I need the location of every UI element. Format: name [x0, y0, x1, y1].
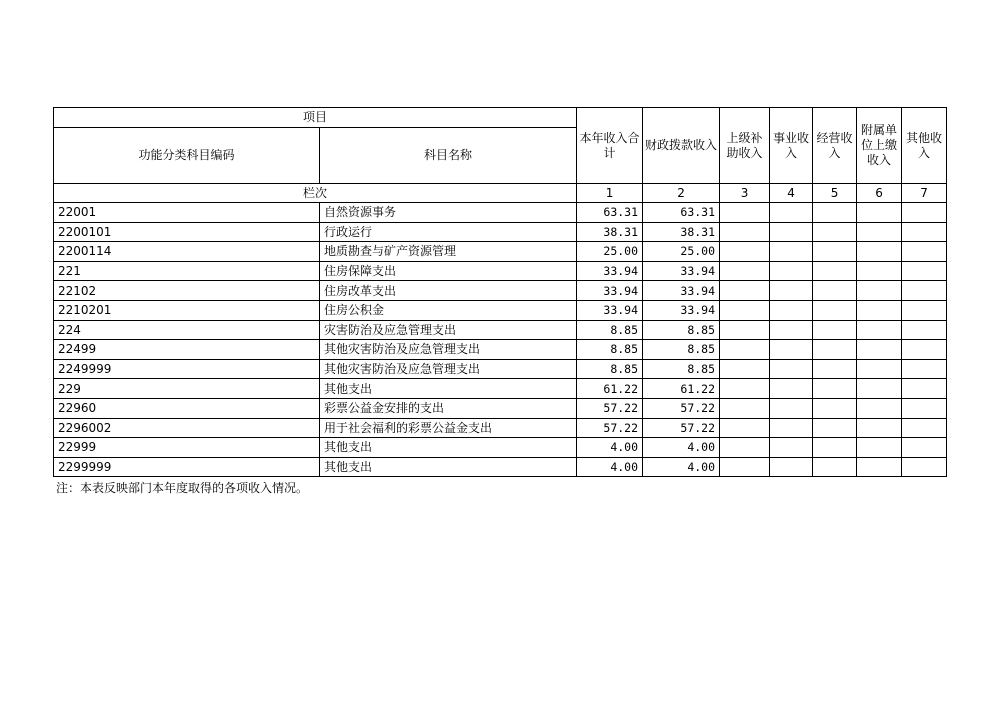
row-code: 22999: [54, 438, 320, 458]
row-empty-cell: [813, 261, 857, 281]
row-code: 2299999: [54, 457, 320, 477]
row-empty-cell: [770, 242, 813, 262]
row-name: 其他支出: [320, 438, 577, 458]
row-name: 用于社会福利的彩票公益金支出: [320, 418, 577, 438]
row-name: 其他支出: [320, 457, 577, 477]
header-business-income: 事业收入: [770, 108, 813, 184]
row-empty-cell: [857, 359, 902, 379]
row-total: 8.85: [577, 359, 643, 379]
row-total: 8.85: [577, 340, 643, 360]
table-row: [54, 359, 947, 379]
row-name: 住房公积金: [320, 300, 577, 320]
row-code: 224: [54, 320, 320, 340]
row-empty-cell: [720, 398, 770, 418]
row-empty-cell: [902, 203, 947, 223]
row-empty-cell: [857, 300, 902, 320]
table-row: [54, 300, 947, 320]
row-total: 33.94: [577, 300, 643, 320]
row-total: 63.31: [577, 203, 643, 223]
row-total: 33.94: [577, 281, 643, 301]
row-empty-cell: [770, 300, 813, 320]
table-row: [54, 281, 947, 301]
row-empty-cell: [720, 203, 770, 223]
row-fiscal: 63.31: [643, 203, 720, 223]
row-fiscal: 4.00: [643, 457, 720, 477]
row-total: 57.22: [577, 418, 643, 438]
row-empty-cell: [770, 203, 813, 223]
column-number: 7: [902, 184, 947, 203]
row-empty-cell: [857, 457, 902, 477]
row-total: 8.85: [577, 320, 643, 340]
row-empty-cell: [857, 398, 902, 418]
row-empty-cell: [720, 281, 770, 301]
row-name: 自然资源事务: [320, 203, 577, 223]
row-name: 其他灾害防治及应急管理支出: [320, 340, 577, 360]
row-fiscal: 25.00: [643, 242, 720, 262]
row-total: 57.22: [577, 398, 643, 418]
row-empty-cell: [902, 261, 947, 281]
table-row: [54, 242, 947, 262]
row-name: 住房保障支出: [320, 261, 577, 281]
table-row: [54, 320, 947, 340]
row-fiscal: 33.94: [643, 300, 720, 320]
row-empty-cell: [902, 359, 947, 379]
header-name-col: 科目名称: [320, 128, 577, 184]
row-empty-cell: [720, 222, 770, 242]
row-code: 2210201: [54, 300, 320, 320]
row-fiscal: 8.85: [643, 320, 720, 340]
table-row: [54, 379, 947, 399]
header-fiscal-allocation: 财政拨款收入: [643, 108, 720, 184]
row-empty-cell: [720, 242, 770, 262]
column-number: 4: [770, 184, 813, 203]
row-empty-cell: [813, 300, 857, 320]
row-empty-cell: [770, 320, 813, 340]
row-total: 4.00: [577, 457, 643, 477]
table-note: 注：本表反映部门本年度取得的各项收入情况。: [56, 481, 309, 495]
row-empty-cell: [813, 379, 857, 399]
row-empty-cell: [857, 379, 902, 399]
table-row: [54, 398, 947, 418]
header-column-index: 栏次: [54, 184, 577, 203]
row-empty-cell: [857, 340, 902, 360]
row-name: 住房改革支出: [320, 281, 577, 301]
row-empty-cell: [720, 320, 770, 340]
row-code: 22499: [54, 340, 320, 360]
column-number: 1: [577, 184, 643, 203]
row-empty-cell: [720, 300, 770, 320]
row-empty-cell: [770, 398, 813, 418]
row-empty-cell: [902, 281, 947, 301]
row-fiscal: 8.85: [643, 340, 720, 360]
row-empty-cell: [902, 379, 947, 399]
row-empty-cell: [857, 418, 902, 438]
row-empty-cell: [813, 418, 857, 438]
row-empty-cell: [720, 457, 770, 477]
row-empty-cell: [857, 222, 902, 242]
row-empty-cell: [857, 438, 902, 458]
row-name: 行政运行: [320, 222, 577, 242]
row-empty-cell: [902, 320, 947, 340]
row-name: 地质勘查与矿产资源管理: [320, 242, 577, 262]
row-fiscal: 33.94: [643, 281, 720, 301]
row-code: 221: [54, 261, 320, 281]
row-empty-cell: [813, 242, 857, 262]
row-code: 229: [54, 379, 320, 399]
row-empty-cell: [813, 359, 857, 379]
row-fiscal: 4.00: [643, 438, 720, 458]
row-empty-cell: [902, 222, 947, 242]
header-project: 项目: [54, 108, 577, 128]
row-empty-cell: [770, 261, 813, 281]
column-number: 3: [720, 184, 770, 203]
row-fiscal: 61.22: [643, 379, 720, 399]
row-empty-cell: [902, 418, 947, 438]
row-empty-cell: [720, 379, 770, 399]
header-superior-subsidy: 上级补助收入: [720, 108, 770, 184]
row-empty-cell: [770, 281, 813, 301]
row-empty-cell: [720, 359, 770, 379]
row-total: 4.00: [577, 438, 643, 458]
row-empty-cell: [902, 457, 947, 477]
row-total: 38.31: [577, 222, 643, 242]
row-total: 25.00: [577, 242, 643, 262]
row-empty-cell: [902, 300, 947, 320]
table-row: [54, 457, 947, 477]
row-fiscal: 38.31: [643, 222, 720, 242]
row-code: 22960: [54, 398, 320, 418]
header-affiliated-income: 附属单位上缴收入: [857, 108, 902, 184]
row-code: 2249999: [54, 359, 320, 379]
row-empty-cell: [770, 222, 813, 242]
row-empty-cell: [770, 457, 813, 477]
table-row: [54, 438, 947, 458]
row-empty-cell: [770, 418, 813, 438]
row-empty-cell: [902, 398, 947, 418]
row-name: 其他灾害防治及应急管理支出: [320, 359, 577, 379]
column-number: 6: [857, 184, 902, 203]
row-empty-cell: [857, 242, 902, 262]
row-empty-cell: [857, 261, 902, 281]
row-code: 2200101: [54, 222, 320, 242]
row-name: 彩票公益金安排的支出: [320, 398, 577, 418]
row-total: 33.94: [577, 261, 643, 281]
table-row: [54, 261, 947, 281]
row-code: 22001: [54, 203, 320, 223]
row-name: 灾害防治及应急管理支出: [320, 320, 577, 340]
column-number: 2: [643, 184, 720, 203]
row-fiscal: 8.85: [643, 359, 720, 379]
row-empty-cell: [770, 359, 813, 379]
row-empty-cell: [813, 438, 857, 458]
header-other-income: 其他收入: [902, 108, 947, 184]
row-empty-cell: [857, 320, 902, 340]
row-fiscal: 57.22: [643, 418, 720, 438]
row-empty-cell: [813, 457, 857, 477]
row-empty-cell: [770, 438, 813, 458]
row-empty-cell: [770, 340, 813, 360]
row-empty-cell: [902, 438, 947, 458]
row-name: 其他支出: [320, 379, 577, 399]
row-total: 61.22: [577, 379, 643, 399]
row-empty-cell: [857, 203, 902, 223]
row-empty-cell: [902, 242, 947, 262]
table-row: [54, 222, 947, 242]
row-empty-cell: [720, 438, 770, 458]
income-table: [53, 107, 947, 477]
table-row: [54, 418, 947, 438]
row-empty-cell: [857, 281, 902, 301]
table-row: [54, 340, 947, 360]
row-empty-cell: [813, 222, 857, 242]
row-empty-cell: [720, 340, 770, 360]
row-empty-cell: [813, 340, 857, 360]
row-code: 2200114: [54, 242, 320, 262]
header-total-income: 本年收入合计: [577, 108, 643, 184]
row-empty-cell: [813, 281, 857, 301]
row-fiscal: 33.94: [643, 261, 720, 281]
header-operating-income: 经营收入: [813, 108, 857, 184]
row-empty-cell: [770, 379, 813, 399]
header-code-col: 功能分类科目编码: [54, 128, 320, 184]
column-number: 5: [813, 184, 857, 203]
row-code: 22102: [54, 281, 320, 301]
row-empty-cell: [720, 261, 770, 281]
row-empty-cell: [813, 320, 857, 340]
row-empty-cell: [720, 418, 770, 438]
row-empty-cell: [813, 398, 857, 418]
table-row: [54, 203, 947, 223]
row-empty-cell: [813, 203, 857, 223]
row-fiscal: 57.22: [643, 398, 720, 418]
row-empty-cell: [902, 340, 947, 360]
row-code: 2296002: [54, 418, 320, 438]
